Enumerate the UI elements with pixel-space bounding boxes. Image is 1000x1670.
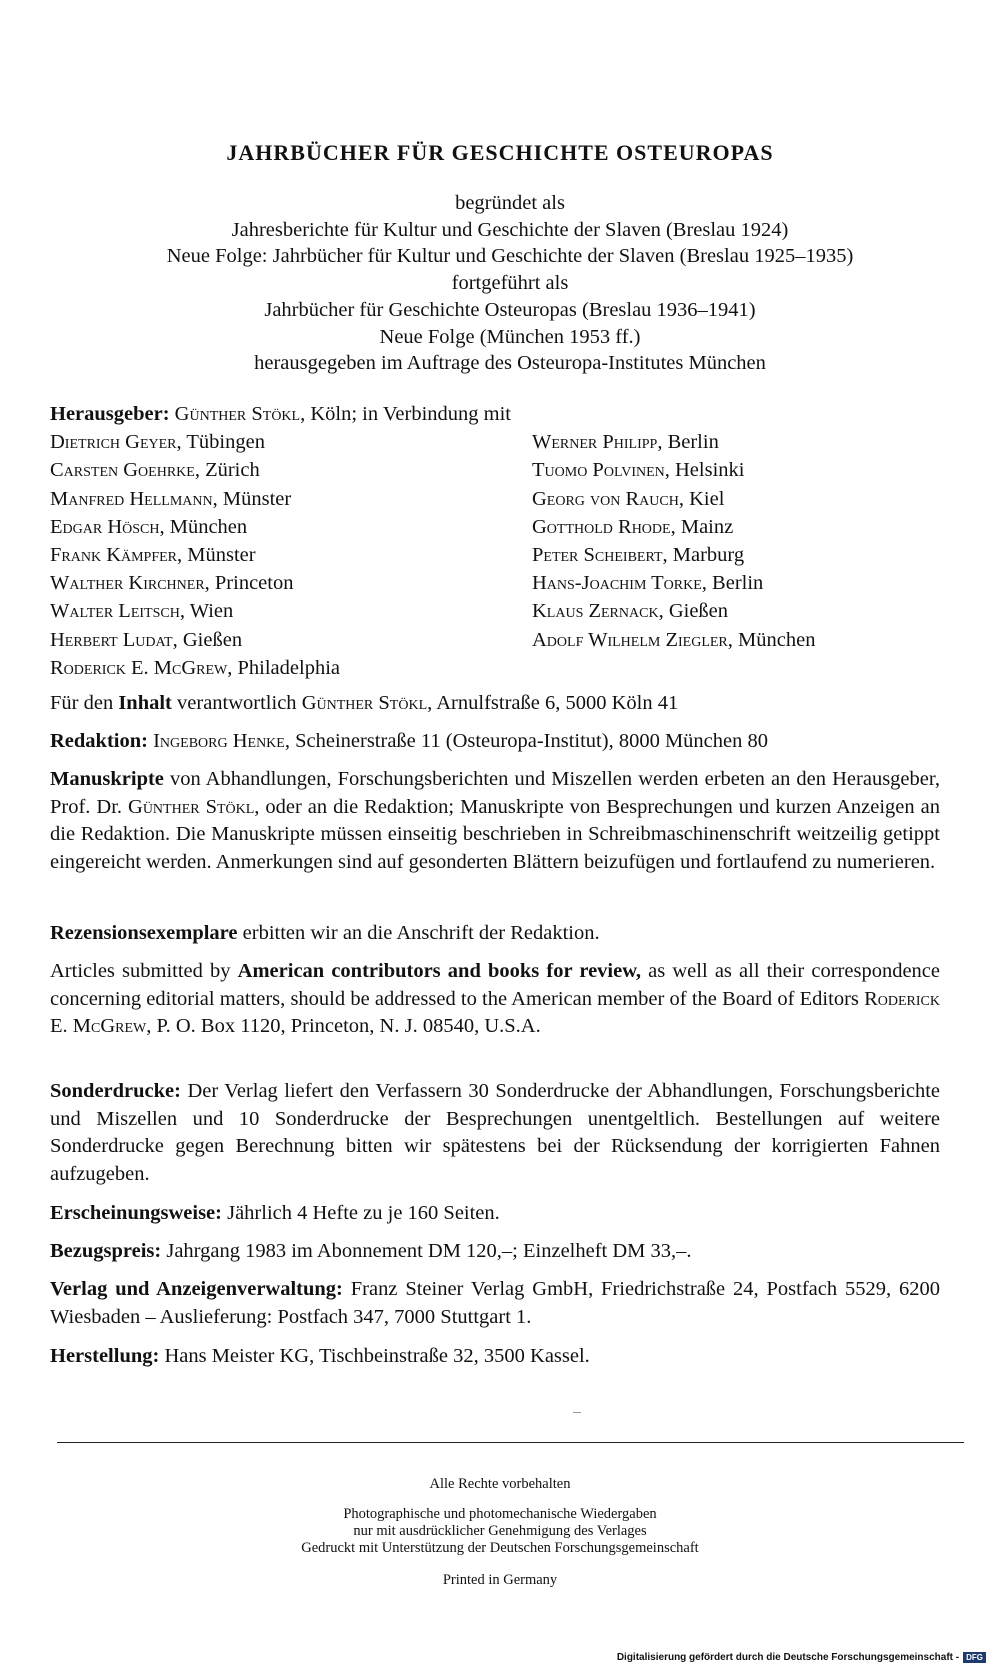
footer-reproduction (0, 1506, 1000, 1557)
verlag-text: Franz Steiner Verlag GmbH, Friedrichstraße 24, Postfach 5529, 6200 Wiesbaden – Auslieferung: Postfach 347, 7000 Stuttgart 1. (50, 1278, 940, 1328)
manuskripte-section (50, 766, 940, 876)
herausgeber-label: Herausgeber: (50, 403, 170, 425)
erscheinung-text: Jährlich 4 Hefte zu je 160 Seiten. (221, 1202, 500, 1224)
american-text: as well as all their correspondence concerning editorial matters, should be addressed to the American member of the Board of Editors (50, 960, 940, 1010)
editor-entry (50, 654, 532, 682)
editor-place: , München (727, 628, 816, 651)
footer-rights: Alle Rechte vorbehalten (429, 1476, 571, 1492)
american-pre: Articles submitted by (50, 960, 238, 982)
editor-name: Dietrich Geyer (50, 431, 177, 454)
editor-entry (50, 597, 532, 625)
editor-place: , Münster (212, 487, 292, 510)
journal-title: JAHRBÜCHER FÜR GESCHICHTE OSTEUROPAS (226, 140, 774, 165)
american-name: Roderick E. McGrew (50, 987, 940, 1037)
manuskripte-name: Günther Stökl (128, 795, 255, 818)
editor-entry (532, 485, 940, 513)
erscheinung-section (50, 1200, 940, 1228)
editor-entry (50, 626, 532, 654)
footer-divider (57, 1442, 964, 1443)
editor-place: , Tübingen (176, 431, 265, 454)
editor-place: , Zürich (194, 459, 260, 482)
editor-entry (532, 541, 940, 569)
editor-place: , Münster (177, 544, 256, 567)
editor-place: , Marburg (662, 544, 745, 567)
editor-entry (532, 626, 940, 654)
manuskripte-text-rest: , oder an die Redaktion; Manuskripte von Besprechungen und kurzen Anzeigen an die Redaktion. Die Manuskripte müssen einseitig beschrieben in Schreibmaschinenschrift weitzeilig getippt eingereicht werden. Anmerkungen sind auf gesonderten Blättern beizufügen und fortlaufend zu numerieren. (50, 795, 940, 873)
editor-name: Klaus Zernack (532, 600, 659, 623)
bezugspreis-label: Bezugspreis: (50, 1240, 162, 1262)
herausgeber-line (50, 400, 940, 428)
editor-place: , Mainz (670, 515, 734, 538)
editor-name: Gotthold Rhode (532, 515, 671, 538)
verlag-section (50, 1276, 940, 1331)
herstellung-text: Hans Meister KG, Tischbeinstraße 32, 3500 Kassel. (159, 1345, 590, 1367)
dash-mark (573, 1412, 581, 1413)
inhalt-label: Inhalt (118, 692, 172, 714)
footer-repro-line: Gedruckt mit Unterstützung der Deutschen Forschungsgemeinschaft (301, 1540, 699, 1556)
inhalt-section (50, 690, 940, 718)
footer-repro-line: Photographische und photomechanische Wiedergaben (343, 1506, 657, 1522)
bezugspreis-text: Jahrgang 1983 im Abonnement DM 120,–; Einzelheft DM 33,–. (161, 1240, 692, 1262)
editor-name: Herbert Ludat (50, 628, 173, 651)
digitization-text: Digitalisierung gefördert durch die Deutsche Forschungsgemeinschaft - (616, 1652, 960, 1663)
editor-name: Georg von Rauch (532, 487, 679, 510)
editor-name: Edgar Hösch (50, 515, 160, 538)
editor-entry (50, 428, 532, 456)
editor-place: , München (159, 515, 248, 538)
editor-entry (532, 513, 940, 541)
digitization-note (617, 1652, 986, 1663)
editor-entry (532, 597, 940, 625)
editor-name: Tuomo Polvinen (532, 459, 665, 482)
american-label: American contributors and books for review, (237, 960, 642, 982)
editor-name: Frank Kämpfer (50, 544, 178, 567)
history-line: Jahresberichte für Kultur und Geschichte der Slaven (Breslau 1924) (231, 218, 789, 241)
history-line: Neue Folge: Jahrbücher für Kultur und Geschichte der Slaven (Breslau 1925–1935) (166, 245, 854, 268)
editor-entry (532, 456, 940, 484)
redaktion-label: Redaktion: (50, 730, 148, 752)
editor-list (50, 428, 940, 682)
inhalt-pre: Für den (50, 692, 119, 714)
chief-editor-name: Günther Stökl (174, 403, 301, 425)
history-line: begründet als (455, 192, 565, 214)
editor-name: Walther Kirchner (50, 572, 205, 595)
history-line: Neue Folge (München 1953 ff.) (379, 325, 641, 348)
editor-place: , Princeton (204, 572, 294, 595)
editor-name: Werner Philipp (532, 431, 658, 454)
editor-place: , Gießen (172, 628, 243, 651)
footer-repro-line: nur mit ausdrücklicher Genehmigung des Verlages (353, 1523, 647, 1539)
history-line: herausgegeben im Auftrage des Osteuropa-Institutes München (254, 352, 766, 375)
redaktion-section (50, 728, 940, 756)
redaktion-rest: , Scheinerstraße 11 (Osteuropa-Institut), 8000 München 80 (284, 730, 768, 752)
editor-entry (50, 569, 532, 597)
sonderdrucke-text: Der Verlag liefert den Verfassern 30 Sonderdrucke der Abhandlungen, Forschungsberichte und Miszellen und 10 Sonderdrucke der Besprechungen unentgeltlich. Bestellungen auf weitere Sonderdrucke gegen Berechnung bitten wir spätestens bei der Rücksendung der korrigierten Fahnen aufzugeben. (50, 1080, 940, 1185)
american-text-rest: , P. O. Box 1120, Princeton, N. J. 08540, U.S.A. (146, 1015, 541, 1037)
inhalt-mid: verantwortlich (171, 692, 302, 714)
inhalt-rest: , Arnulfstraße 6, 5000 Köln 41 (427, 692, 679, 714)
editor-name: Carsten Goehrke (50, 459, 195, 482)
chief-editor-rest: , Köln; in Verbindung mit (300, 403, 511, 425)
editor-place: , Berlin (657, 431, 719, 454)
editor-name: Manfred Hellmann (50, 487, 213, 510)
rezension-text: erbitten wir an die Anschrift der Redaktion. (237, 922, 600, 944)
american-section (50, 958, 940, 1041)
herstellung-label: Herstellung: (50, 1345, 160, 1367)
history-line: fortgeführt als (451, 272, 569, 295)
rezension-label: Rezensionsexemplare (50, 922, 238, 944)
bezugspreis-section (50, 1238, 940, 1266)
editor-entry (532, 569, 940, 597)
erscheinung-label: Erscheinungsweise: (50, 1202, 222, 1224)
redaktion-name: Ingeborg Henke (153, 730, 285, 752)
manuskripte-label: Manuskripte (50, 768, 164, 790)
editor-place: , Gießen (658, 600, 729, 623)
editor-entry (50, 541, 532, 569)
history-line: Jahrbücher für Geschichte Osteuropas (Breslau 1936–1941) (264, 298, 756, 321)
herstellung-section (50, 1343, 940, 1371)
editor-place: , Berlin (701, 572, 764, 595)
manuskripte-text: von Abhandlungen, Forschungsberichten und Miszellen werden erbeten an den Herausgeber, Prof. Dr. (50, 768, 940, 818)
editor-name: Hans-Joachim Torke (532, 572, 702, 595)
dfg-logo-icon: DFG (963, 1652, 986, 1663)
editor-place: , Wien (179, 600, 234, 623)
editor-entry (50, 513, 532, 541)
editor-name: Roderick E. McGrew (50, 656, 228, 679)
rezension-section (50, 920, 940, 948)
editor-place: , Kiel (678, 487, 725, 510)
sonderdrucke-section (50, 1078, 940, 1188)
inhalt-name: Günther Stökl (301, 692, 428, 714)
editor-entry (532, 428, 940, 456)
editor-entry (50, 456, 532, 484)
sonderdrucke-label: Sonderdrucke: (50, 1080, 181, 1102)
editor-name: Adolf Wilhelm Ziegler (532, 628, 728, 651)
editor-place: , Helsinki (664, 459, 745, 482)
verlag-label: Verlag und Anzeigenverwaltung: (50, 1278, 343, 1300)
editor-name: Walter Leitsch (50, 600, 180, 623)
editor-name: Peter Scheibert (532, 544, 663, 567)
publication-history (60, 190, 960, 377)
editor-entry (50, 485, 532, 513)
editors-block (50, 400, 940, 682)
footer-printed: Printed in Germany (442, 1572, 558, 1588)
editor-place: , Philadelphia (227, 656, 340, 679)
